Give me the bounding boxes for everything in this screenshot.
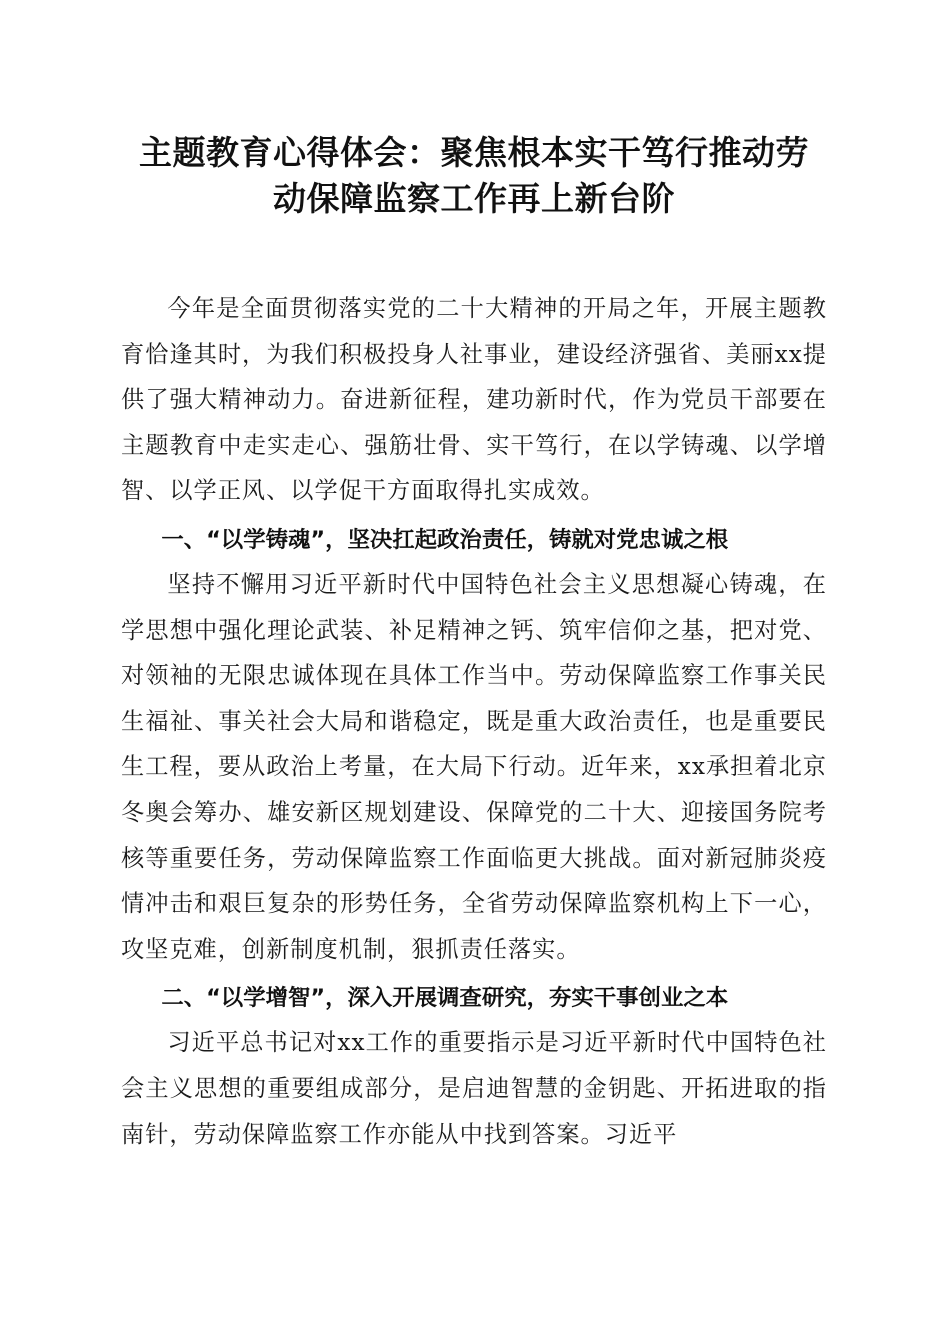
document-body <box>121 286 827 1157</box>
title-line-1: 主题教育心得体会：聚焦根本实干笃行推动劳 <box>139 133 809 172</box>
intro-paragraph: 今年是全面贯彻落实党的二十大精神的开局之年，开展主题教育恰逢其时，为我们积极投身人社事业，建设经济强省、美丽xx提供了强大精神动力。奋进新征程，建功新时代，作为党员干部要在主题教育中走实走心、强筋壮骨、实干笃行，在以学铸魂、以学增智、以学正风、以学促干方面取得扎实成效。 <box>121 295 827 505</box>
section-heading-1: 一、“以学铸魂”，坚决扛起政治责任，铸就对党忠诚之根 <box>161 526 729 553</box>
section-2-paragraph: 习近平总书记对xx工作的重要指示是习近平新时代中国特色社会主义思想的重要组成部分，是启迪智慧的金钥匙、开拓进取的指南针，劳动保障监察工作亦能从中找到答案。习近平 <box>121 1029 827 1148</box>
document-page <box>121 130 827 1157</box>
document-title <box>121 130 827 222</box>
title-line-2: 动保障监察工作再上新台阶 <box>273 179 675 218</box>
section-1-paragraph: 坚持不懈用习近平新时代中国特色社会主义思想凝心铸魂，在学思想中强化理论武装、补足精神之钙、筑牢信仰之基，把对党、对领袖的无限忠诚体现在具体工作当中。劳动保障监察工作事关民生福祉、事关社会大局和谐稳定，既是重大政治责任，也是重要民生工程，要从政治上考量，在大局下行动。近年来，xx承担着北京冬奥会筹办、雄安新区规划建设、保障党的二十大、迎接国务院考核等重要任务，劳动保障监察工作面临更大挑战。面对新冠肺炎疫情冲击和艰巨复杂的形势任务，全省劳动保障监察机构上下一心，攻坚克难，创新制度机制，狠抓责任落实。 <box>121 570 827 963</box>
section-heading-2: 二、“以学增智”，深入开展调查研究，夯实干事创业之本 <box>161 985 729 1012</box>
